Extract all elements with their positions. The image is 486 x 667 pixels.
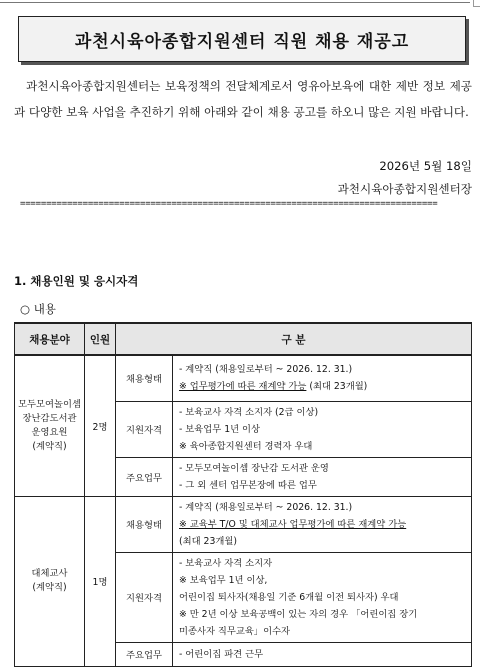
detail-line	[179, 555, 465, 572]
category-cell: 채용형태	[116, 355, 173, 401]
page-title: 과천시육아종합지원센터 직원 채용 재공고	[74, 31, 410, 52]
detail-line	[179, 460, 465, 477]
detail-line	[179, 606, 465, 623]
detail-text: ※ 육아종합지원센터 경력자 우대	[179, 440, 313, 452]
detail-cell	[173, 642, 472, 666]
intro-paragraph: 과천시육아종합지원센터는 보육정책의 전달체계로서 영유아보육에 대한 제반 정보 제공과 다양한 보육 사업을 추진하기 위해 아래와 같이 채용 공고를 하오니 많은 지원 바랍니다.	[14, 79, 472, 119]
detail-cell	[173, 552, 472, 642]
category-cell: 주요업무	[116, 457, 173, 496]
detail-text: - 보육교사 자격 소지자	[179, 557, 273, 569]
detail-text: - 계약직 (채용일로부터 ~ 2026. 12. 31.)	[179, 364, 353, 376]
detail-text: 어린이집 퇴사자(채용일 기준 6개월 이전 퇴사자) 우대	[179, 591, 399, 603]
category-cell: 지원자격	[116, 401, 173, 457]
category-cell: 채용형태	[116, 496, 173, 552]
table-header-row	[15, 323, 472, 355]
detail-line	[179, 361, 465, 378]
table-row	[15, 355, 472, 401]
top-rule	[0, 2, 470, 3]
detail-text: ※ 교육부 T/O 및 대체교사 업무평가에 따른 재계약 가능	[179, 518, 407, 530]
issuer-name: 과천시육아종합지원센터장	[337, 182, 472, 196]
detail-text: - 보육교사 자격 소지자 (2급 이상)	[179, 406, 319, 418]
detail-line	[179, 477, 465, 494]
count-cell: 1명	[85, 496, 116, 666]
detail-text: - 그 외 센터 업무본장에 따른 업무	[179, 479, 317, 491]
field-label: (계약직)	[32, 582, 67, 593]
count-cell: 2명	[85, 355, 116, 496]
field-label: 모두모여놀이셈	[18, 398, 81, 410]
detail-line	[179, 623, 465, 640]
detail-line	[179, 421, 465, 438]
subsection-heading: ○ 내용	[20, 302, 56, 316]
detail-line	[179, 516, 465, 533]
detail-cell	[173, 457, 472, 496]
detail-line	[179, 378, 465, 395]
detail-text: - 어린이집 파견 근무	[179, 648, 264, 660]
notice-date: 2026년 5월 18일	[379, 159, 472, 173]
field-label: 장난감도서관	[22, 412, 77, 424]
detail-text: 미종사자 직무교육」이수자	[179, 625, 291, 637]
detail-text: - 모두모여놀이셈 장난감 도서관 운영	[179, 462, 329, 474]
detail-line	[179, 572, 465, 589]
table-row	[15, 496, 472, 552]
detail-cell	[173, 496, 472, 552]
field-cell	[15, 496, 85, 666]
detail-line	[179, 646, 465, 663]
detail-line	[179, 438, 465, 455]
detail-text: - 계약직 (채용일로부터 ~ 2026. 12. 31.)	[179, 501, 353, 513]
field-label: 대체교사	[31, 568, 68, 579]
separator-line: ================================================================================	[20, 199, 438, 209]
corner-mark	[473, 0, 480, 7]
recruitment-table	[14, 322, 472, 667]
detail-text: ※ 보육업무 1년 이상,	[179, 574, 268, 586]
header-count: 인원	[85, 323, 116, 355]
field-label: 운영요원	[31, 426, 68, 438]
category-cell: 주요업무	[116, 642, 173, 666]
detail-line	[179, 533, 465, 550]
detail-cell	[173, 355, 472, 401]
detail-text: (최대 23개월)	[179, 535, 237, 547]
section-heading: 1. 채용인원 및 응시자격	[14, 274, 139, 288]
detail-suffix: (최대 23개월)	[306, 381, 368, 393]
field-cell	[15, 355, 85, 496]
detail-line	[179, 499, 465, 516]
detail-text: ※ 업무평가에 따른 재계약 가능	[179, 381, 307, 393]
field-label: (계약직)	[32, 440, 67, 452]
header-detail: 구 분	[116, 323, 472, 355]
title-box	[18, 16, 466, 62]
header-field: 채용분야	[15, 323, 85, 355]
detail-text: ※ 만 2년 이상 보육공백이 있는 자의 경우 「어린이집 장기	[179, 608, 418, 620]
category-cell: 지원자격	[116, 552, 173, 642]
detail-cell	[173, 401, 472, 457]
detail-line	[179, 589, 465, 606]
detail-line	[179, 404, 465, 421]
detail-text: - 보육업무 1년 이상	[179, 423, 261, 435]
